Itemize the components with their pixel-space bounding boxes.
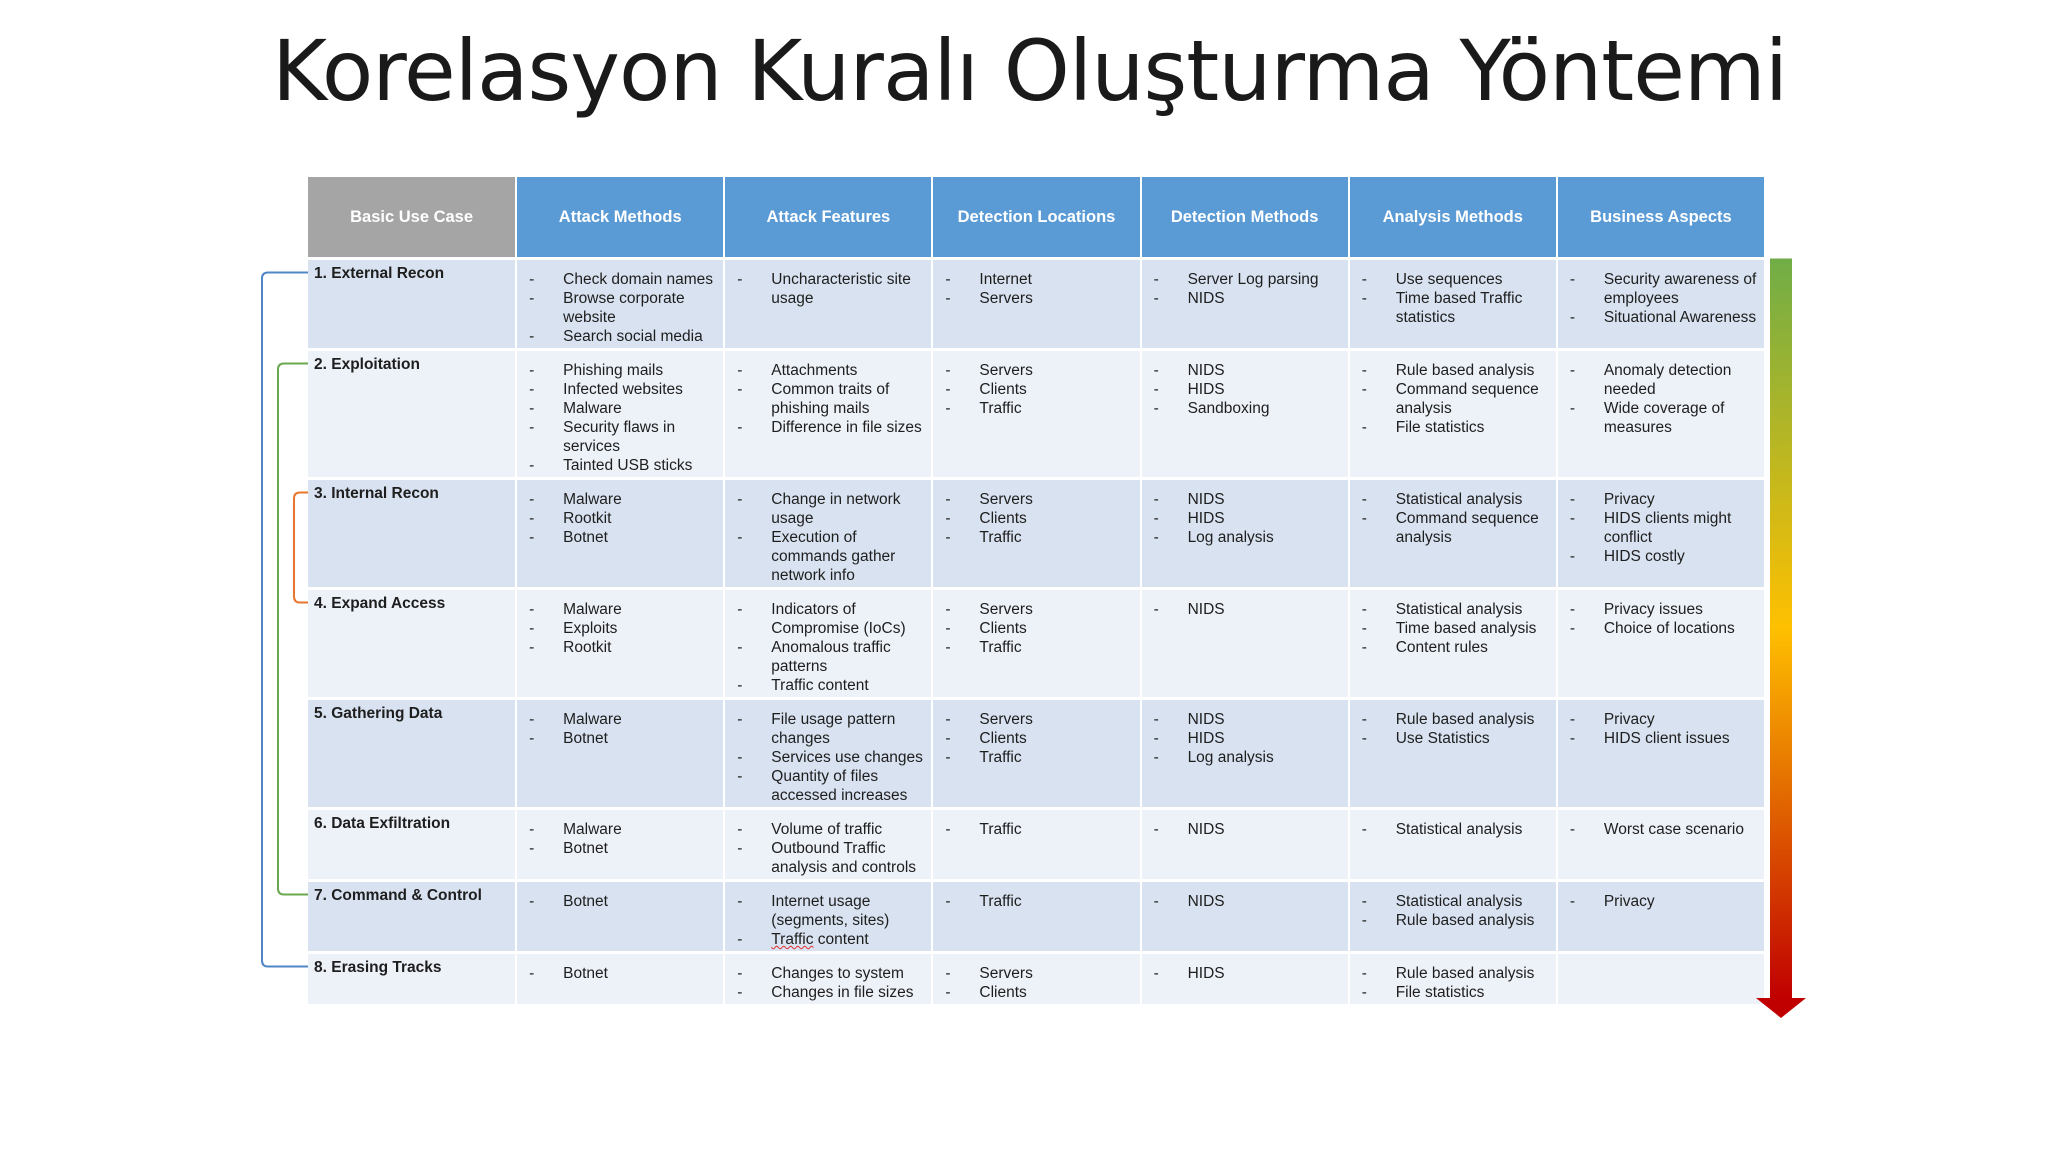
- list-item: - Privacy: [1564, 710, 1758, 729]
- bracket-internal-recon-to-expand-access: [294, 493, 308, 603]
- list-item: - Use sequences: [1356, 270, 1550, 289]
- severity-arrow-head: [1756, 998, 1806, 1018]
- list-item: - HIDS client issues: [1564, 729, 1758, 748]
- severity-gradient-bar: [1770, 259, 1792, 999]
- list-item: - Traffic: [939, 892, 1133, 911]
- list-item: - Internet usage (segments, sites): [731, 892, 925, 930]
- list-item: - Uncharacteristic site usage: [731, 270, 925, 308]
- list-item: - Clients: [939, 619, 1133, 638]
- list-item: - Malware: [523, 820, 717, 839]
- use-case-label: 6. Data Exfiltration: [308, 809, 516, 881]
- list-item: - Quantity of files accessed increases: [731, 767, 925, 805]
- list-item: - HIDS costly: [1564, 547, 1758, 566]
- list-item: - NIDS: [1148, 490, 1342, 509]
- list-item: - Malware: [523, 710, 717, 729]
- list-item: - Malware: [523, 600, 717, 619]
- bracket-external-recon-to-erasing-tracks: [262, 273, 308, 967]
- list-item: - Attachments: [731, 361, 925, 380]
- list-item: - Change in network usage: [731, 490, 925, 528]
- list-item: - Clients: [939, 509, 1133, 528]
- list-item: - Statistical analysis: [1356, 490, 1550, 509]
- header-detection-methods: Detection Methods: [1141, 177, 1349, 259]
- use-case-label: 1. External Recon: [308, 259, 516, 350]
- list-item: - Traffic: [939, 528, 1133, 547]
- header-attack-features: Attack Features: [724, 177, 932, 259]
- list-item: - Services use changes: [731, 748, 925, 767]
- list-item: - Indicators of Compromise (IoCs): [731, 600, 925, 638]
- list-item: - Privacy issues: [1564, 600, 1758, 619]
- list-item: - NIDS: [1148, 289, 1342, 308]
- list-item: - Wide coverage of measures: [1564, 399, 1758, 437]
- header-detection-locations: Detection Locations: [932, 177, 1140, 259]
- list-item: - Volume of traffic: [731, 820, 925, 839]
- list-item: - HIDS clients might conflict: [1564, 509, 1758, 547]
- list-item: - Traffic: [939, 638, 1133, 657]
- list-item: - Traffic content: [731, 930, 925, 949]
- list-item: - Rule based analysis: [1356, 710, 1550, 729]
- list-item: - Infected websites: [523, 380, 717, 399]
- list-item: - NIDS: [1148, 892, 1342, 911]
- use-case-label: 2. Exploitation: [308, 350, 516, 479]
- list-item: - Malware: [523, 490, 717, 509]
- list-item: - Clients: [939, 729, 1133, 748]
- list-item: - Rule based analysis: [1356, 361, 1550, 380]
- list-item: - Rootkit: [523, 638, 717, 657]
- list-item: - Log analysis: [1148, 528, 1342, 547]
- header-basic-use-case: Basic Use Case: [308, 177, 516, 259]
- use-case-label: 7. Command & Control: [308, 881, 516, 953]
- list-item: - Outbound Traffic analysis and controls: [731, 839, 925, 877]
- list-item: - Botnet: [523, 839, 717, 858]
- list-item: - File statistics: [1356, 418, 1550, 437]
- list-item: - Check domain names: [523, 270, 717, 289]
- header-analysis-methods: Analysis Methods: [1349, 177, 1557, 259]
- list-item: - Security awareness of employees: [1564, 270, 1758, 308]
- list-item: - Traffic: [939, 820, 1133, 839]
- list-item: - Exploits: [523, 619, 717, 638]
- list-item: - NIDS: [1148, 361, 1342, 380]
- list-item: - Security flaws in services: [523, 418, 717, 456]
- list-item: - Time based analysis: [1356, 619, 1550, 638]
- list-item: - Servers: [939, 964, 1133, 983]
- list-item: - Browse corporate website: [523, 289, 717, 327]
- list-item: - Worst case scenario: [1564, 820, 1758, 839]
- list-item: - HIDS: [1148, 380, 1342, 399]
- slide-title: Korelasyon Kuralı Oluşturma Yöntemi: [272, 22, 1788, 120]
- use-case-label: 4. Expand Access: [308, 589, 516, 699]
- list-item: - Botnet: [523, 528, 717, 547]
- list-item: - Clients: [939, 983, 1133, 1002]
- list-item: - Statistical analysis: [1356, 892, 1550, 911]
- list-item: - Internet: [939, 270, 1133, 289]
- list-item: - Difference in file sizes: [731, 418, 925, 437]
- list-item: - Statistical analysis: [1356, 600, 1550, 619]
- list-item: - Changes to system: [731, 964, 925, 983]
- list-item: - NIDS: [1148, 710, 1342, 729]
- list-item: - Use Statistics: [1356, 729, 1550, 748]
- list-item: - Choice of locations: [1564, 619, 1758, 638]
- list-item: - Server Log parsing: [1148, 270, 1342, 289]
- list-item: - Execution of commands gather network info: [731, 528, 925, 585]
- list-item: - File statistics: [1356, 983, 1550, 1002]
- list-item: - Privacy: [1564, 490, 1758, 509]
- list-item: - HIDS: [1148, 509, 1342, 528]
- use-case-label: 3. Internal Recon: [308, 479, 516, 589]
- list-item: - Common traits of phishing mails: [731, 380, 925, 418]
- list-item: - Botnet: [523, 964, 717, 983]
- list-item: - Traffic: [939, 399, 1133, 418]
- list-item: - Situational Awareness: [1564, 308, 1758, 327]
- list-item: - Statistical analysis: [1356, 820, 1550, 839]
- list-item: - Anomaly detection needed: [1564, 361, 1758, 399]
- header-business-aspects: Business Aspects: [1557, 177, 1765, 259]
- list-item: - Sandboxing: [1148, 399, 1342, 418]
- list-item: - Rule based analysis: [1356, 911, 1550, 930]
- list-item: - Privacy: [1564, 892, 1758, 911]
- list-item: - Servers: [939, 289, 1133, 308]
- bracket-exploitation-to-command-control: [278, 364, 308, 895]
- list-item: - Traffic content: [731, 676, 925, 695]
- list-item: - Rootkit: [523, 509, 717, 528]
- header-attack-methods: Attack Methods: [516, 177, 724, 259]
- list-item: - Malware: [523, 399, 717, 418]
- list-item: - Botnet: [523, 892, 717, 911]
- list-item: - NIDS: [1148, 820, 1342, 839]
- list-item: - Servers: [939, 710, 1133, 729]
- list-item: - Log analysis: [1148, 748, 1342, 767]
- list-item: - Command sequence analysis: [1356, 509, 1550, 547]
- list-item: - Content rules: [1356, 638, 1550, 657]
- list-item: - HIDS: [1148, 964, 1342, 983]
- list-item: - Tainted USB sticks: [523, 456, 717, 475]
- list-item: - Phishing mails: [523, 361, 717, 380]
- list-item: - Changes in file sizes: [731, 983, 925, 1002]
- list-item: - Botnet: [523, 729, 717, 748]
- list-item: - Anomalous traffic patterns: [731, 638, 925, 676]
- list-item: - Clients: [939, 380, 1133, 399]
- list-item: - Search social media: [523, 327, 717, 346]
- list-item: - Servers: [939, 600, 1133, 619]
- list-item: - NIDS: [1148, 600, 1342, 619]
- list-item: - Servers: [939, 490, 1133, 509]
- list-item: - File usage pattern changes: [731, 710, 925, 748]
- use-case-label: 5. Gathering Data: [308, 699, 516, 809]
- list-item: - HIDS: [1148, 729, 1342, 748]
- list-item: - Traffic: [939, 748, 1133, 767]
- list-item: - Command sequence analysis: [1356, 380, 1550, 418]
- list-item: - Time based Traffic statistics: [1356, 289, 1550, 327]
- list-item: - Rule based analysis: [1356, 964, 1550, 983]
- use-case-label: 8. Erasing Tracks: [308, 953, 516, 1005]
- list-item: - Servers: [939, 361, 1133, 380]
